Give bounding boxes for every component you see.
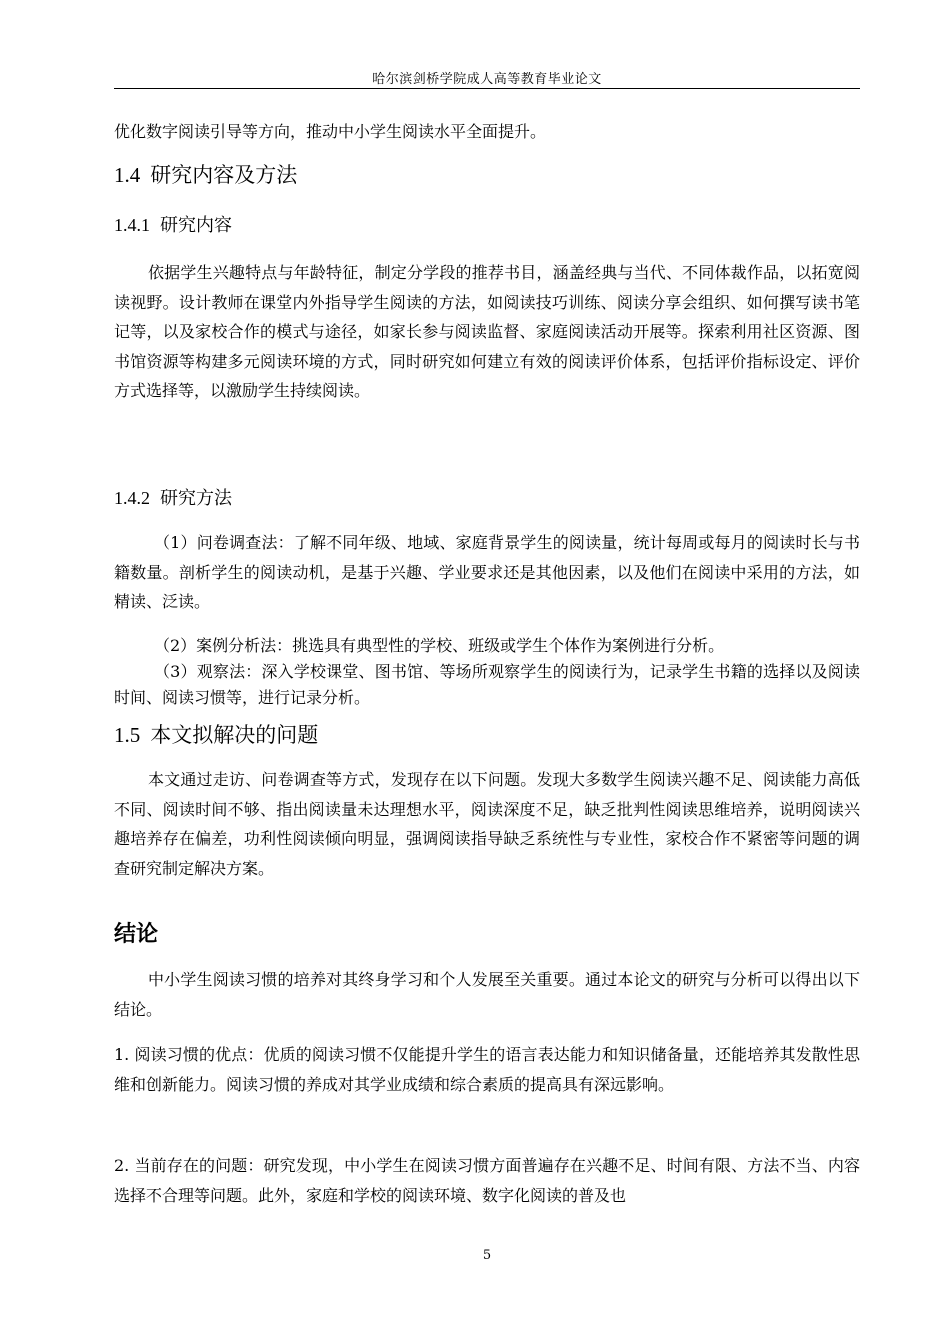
conclusion-heading: [114, 920, 860, 950]
subsection-number: 1.4.2: [114, 488, 150, 508]
paragraph-conclusion-point-1: [114, 1040, 860, 1099]
paragraph-conclusion-intro: [114, 965, 860, 1024]
intro-text: 优化数字阅读引导等方向，推动中小学生阅读水平全面提升。: [114, 122, 547, 141]
method-questionnaire: [114, 528, 860, 617]
paragraph-research-content: [114, 258, 860, 406]
running-header: 哈尔滨剑桥学院成人高等教育毕业论文: [372, 72, 602, 87]
method-observation: [114, 659, 860, 711]
research-content-text: 依据学生兴趣特点与年龄特征，制定分学段的推荐书目，涵盖经典与当代、不同体裁作品，以拓宽阅读视野。设计教师在课堂内外指导学生阅读的方法，如阅读技巧训练、阅读分享会组织、如何撰写读书笔记等，以及家校合作的模式与途径，如家长参与阅读监督、家庭阅读活动开展等。探索利用社区资源、图书馆资源等构建多元阅读环境的方式，同时研究如何建立有效的阅读评价体系，包括评价指标设定、评价方式选择等，以激励学生持续阅读。: [114, 263, 860, 401]
conclusion-point-2-text: 2. 当前存在的问题：研究发现，中小学生在阅读习惯方面普遍存在兴趣不足、时间有限、方法不当、内容选择不合理等问题。此外，家庭和学校的阅读环境、数字化阅读的普及也: [114, 1156, 860, 1205]
conclusion-intro-text: 中小学生阅读习惯的培养对其终身学习和个人发展至关重要。通过本论文的研究与分析可以得出以下结论。: [114, 970, 860, 1019]
method-1-text: （1）问卷调查法：了解不同年级、地域、家庭背景学生的阅读量，统计每周或每月的阅读时长与书籍数量。剖析学生的阅读动机，是基于兴趣、学业要求还是其他因素，以及他们在阅读中采用的方法，如精读、泛读。: [114, 533, 860, 612]
problems-text: 本文通过走访、问卷调查等方式，发现存在以下问题。发现大多数学生阅读兴趣不足、阅读能力高低不同、阅读时间不够、指出阅读量未达理想水平，阅读深度不足，缺乏批判性阅读思维培养，说明阅读兴趣培养存在偏差，功利性阅读倾向明显，强调阅读指导缺乏系统性与专业性，家校合作不紧密等问题的调查研究制定解决方案。: [114, 770, 860, 878]
paragraph-intro: [114, 117, 860, 147]
conclusion-point-1-text: 1. 阅读习惯的优点：优质的阅读习惯不仅能提升学生的语言表达能力和知识储备量，还能培养其发散性思维和创新能力。阅读习惯的养成对其学业成绩和综合素质的提高具有深远影响。: [114, 1045, 860, 1094]
subsection-number: 1.4.1: [114, 215, 150, 235]
paragraph-problems: [114, 765, 860, 883]
method-2-text: （2）案例分析法：挑选具有典型性的学校、班级或学生个体作为案例进行分析。: [154, 636, 725, 655]
section-1-4-heading: [114, 160, 860, 190]
page-number: 5: [482, 1248, 492, 1263]
section-number: 1.4: [114, 163, 141, 187]
section-1-4-2-heading: [114, 484, 860, 513]
subsection-title: 研究方法: [160, 488, 232, 509]
method-3-text: （3）观察法：深入学校课堂、图书馆、等场所观察学生的阅读行为，记录学生书籍的选择以及阅读时间、阅读习惯等，进行记录分析。: [114, 662, 860, 707]
section-number: 1.5: [114, 723, 141, 747]
method-case-analysis: [114, 633, 860, 659]
paragraph-conclusion-point-2: [114, 1151, 860, 1210]
section-1-4-1-heading: [114, 211, 860, 240]
section-1-5-heading: [114, 720, 860, 750]
section-title: 本文拟解决的问题: [150, 723, 319, 747]
subsection-title: 研究内容: [160, 215, 232, 236]
section-title: 研究内容及方法: [150, 163, 298, 187]
header-rule: [114, 88, 860, 89]
conclusion-title: 结论: [114, 922, 159, 947]
